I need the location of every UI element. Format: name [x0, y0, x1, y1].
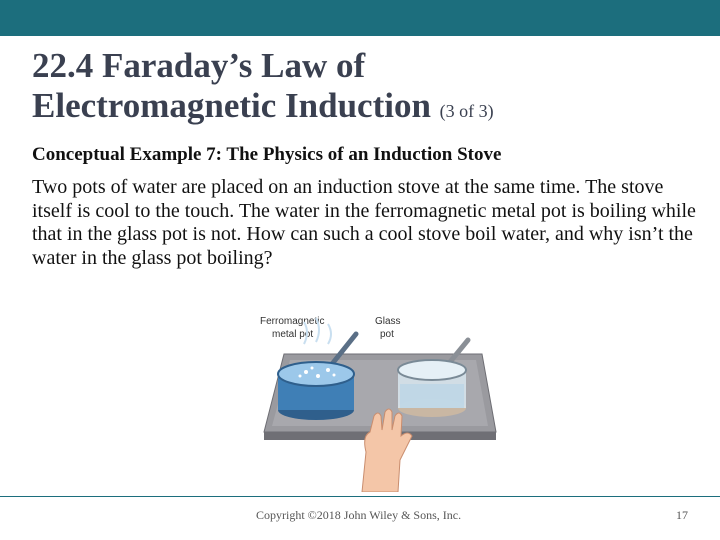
label-ferromagnetic: Ferromagnetic	[260, 316, 325, 327]
induction-stove-illustration	[244, 312, 512, 492]
title-part-indicator: (3 of 3)	[439, 101, 494, 121]
slide-title	[32, 46, 692, 131]
header-bar	[0, 0, 720, 36]
body-paragraph: Two pots of water are placed on an induction stove at the same time. The stove itself is cool to the touch. The water in the ferromagnetic metal pot is boiling while that in the glass pot is not. How can such a cool stove boil water, and why isn’t the water in the glass pot boiling?	[32, 176, 696, 269]
label-metal-pot: metal pot	[272, 329, 314, 340]
page-number: 17	[676, 508, 688, 522]
footer-divider	[0, 496, 720, 497]
title-line-2: Electromagnetic Induction	[32, 86, 431, 125]
label-glass: Glass	[375, 316, 401, 327]
title-line-1: 22.4 Faraday’s Law of	[32, 46, 366, 85]
copyright-text: Copyright ©2018 John Wiley & Sons, Inc.	[256, 508, 462, 522]
label-pot: pot	[380, 329, 394, 340]
stove-figure-svg	[244, 312, 512, 492]
glass-pot-icon	[398, 340, 468, 417]
example-heading: Conceptual Example 7: The Physics of an Induction Stove	[32, 144, 502, 165]
